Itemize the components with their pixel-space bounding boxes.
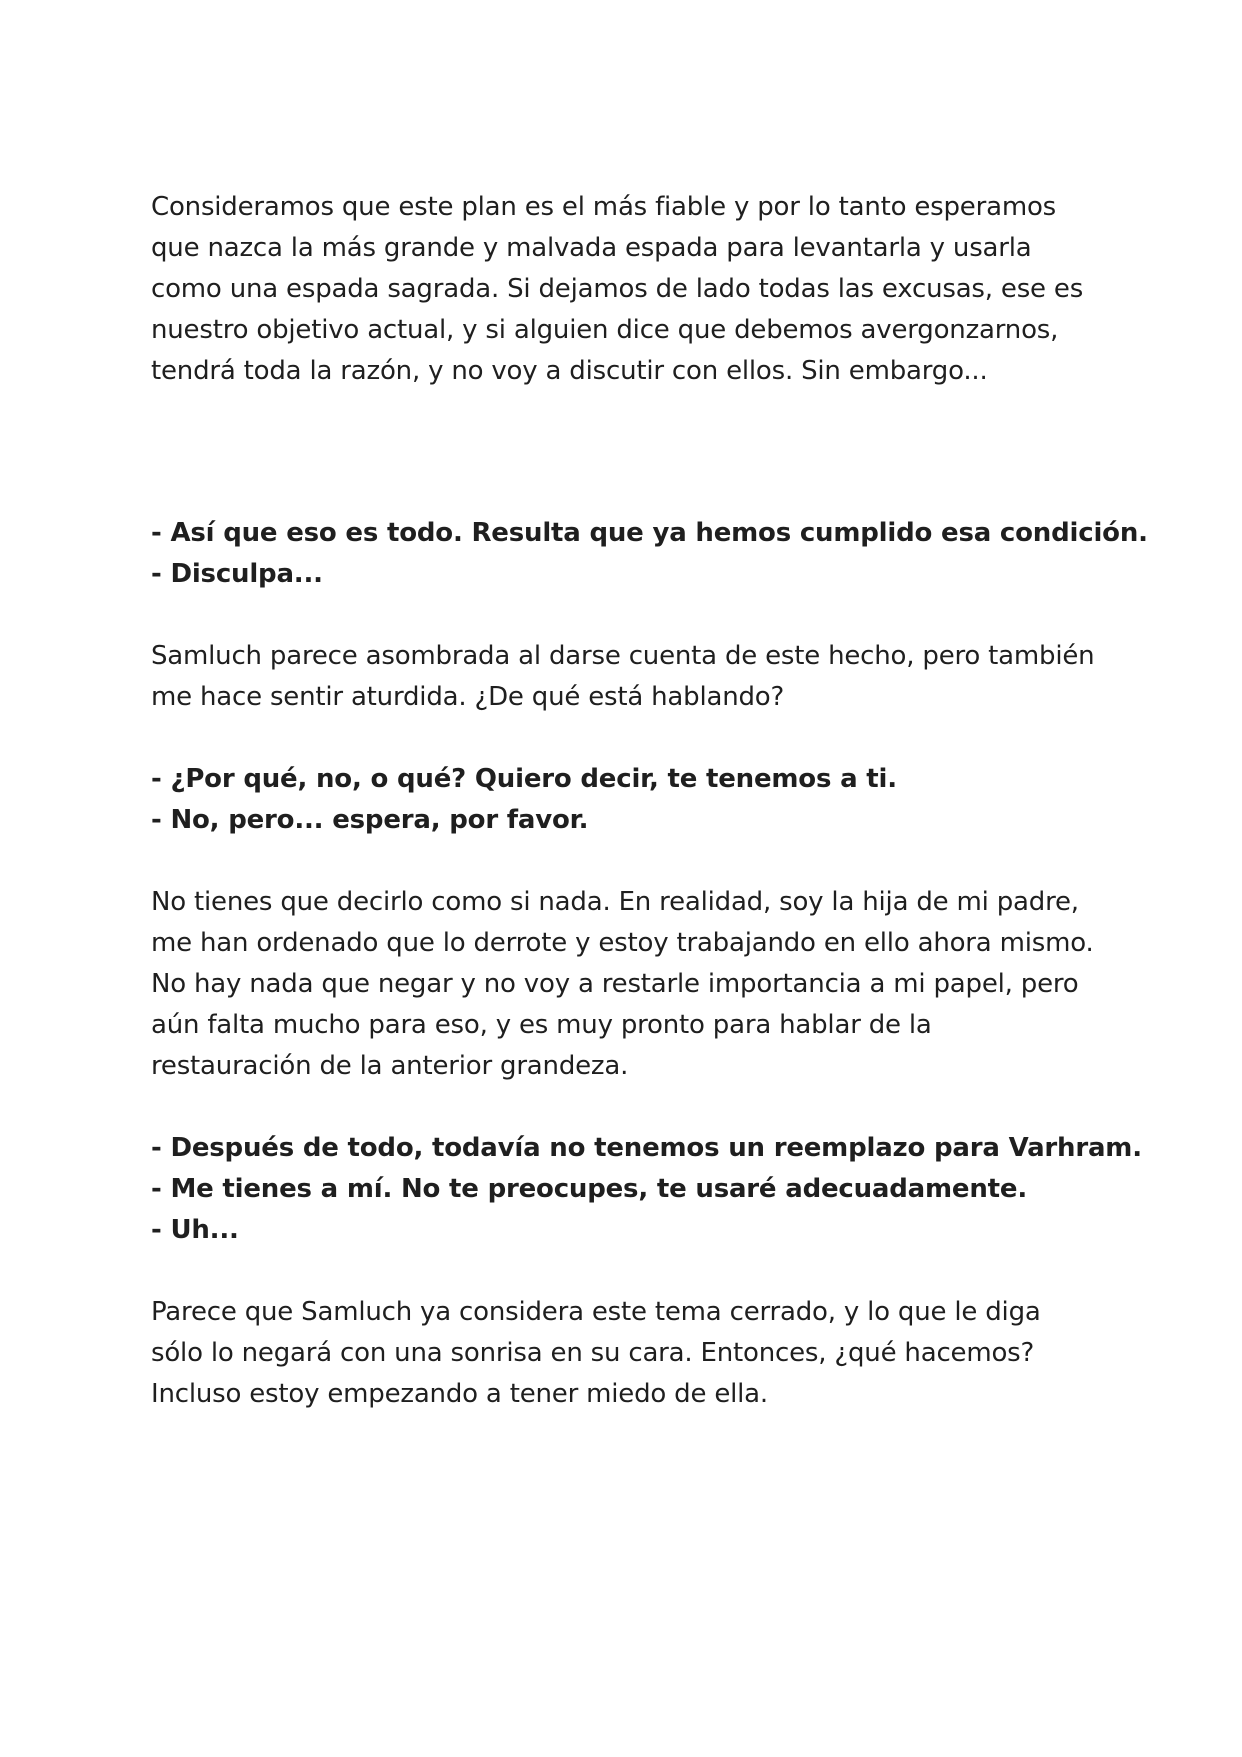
dialog-line: - ¿Por qué, no, o qué? Quiero decir, te tenemos a ti.	[151, 764, 897, 794]
paragraph-spacer	[151, 841, 1111, 882]
text-line: me hace sentir aturdida. ¿De qué está hablando?	[151, 682, 785, 712]
dialog-line: - Disculpa...	[151, 559, 323, 589]
dialog-block-1	[151, 513, 1148, 595]
paragraph-spacer	[151, 1251, 1111, 1292]
text-line: me han ordenado que lo derrote y estoy trabajando en ello ahora mismo.	[151, 928, 1094, 958]
document-page	[151, 187, 1148, 1415]
text-line: Parece que Samluch ya considera este tema cerrado, y lo que le diga	[151, 1297, 1041, 1327]
text-line: Consideramos que este plan es el más fiable y por lo tanto esperamos	[151, 192, 1057, 222]
text-line: nuestro objetivo actual, y si alguien dice que debemos avergonzarnos,	[151, 315, 1059, 345]
text-line: sólo lo negará con una sonrisa en su cara. Entonces, ¿qué hacemos?	[151, 1338, 1035, 1368]
text-line: aún falta mucho para eso, y es muy pronto para hablar de la	[151, 1010, 932, 1040]
text-line: No tienes que decirlo como si nada. En realidad, soy la hija de mi padre,	[151, 887, 1079, 917]
text-line: que nazca la más grande y malvada espada para levantarla y usarla	[151, 233, 1032, 263]
text-line: tendrá toda la razón, y no voy a discutir con ellos. Sin embargo...	[151, 356, 988, 386]
dialog-line: - Así que eso es todo. Resulta que ya hemos cumplido esa condición.	[151, 518, 1148, 548]
narration-paragraph-4	[151, 1292, 1111, 1415]
dialog-line: - Me tienes a mí. No te preocupes, te usaré adecuadamente.	[151, 1174, 1028, 1204]
section-spacer	[151, 392, 1111, 513]
narration-paragraph-2	[151, 636, 1111, 718]
text-line: No hay nada que negar y no voy a restarle importancia a mi papel, pero	[151, 969, 1079, 999]
text-line: como una espada sagrada. Si dejamos de lado todas las excusas, ese es	[151, 274, 1084, 304]
narration-paragraph-3	[151, 882, 1111, 1087]
narration-paragraph-1	[151, 187, 1111, 392]
paragraph-spacer	[151, 1087, 1111, 1128]
dialog-line: - No, pero... espera, por favor.	[151, 805, 589, 835]
dialog-block-2	[151, 759, 1111, 841]
text-line: Samluch parece asombrada al darse cuenta de este hecho, pero también	[151, 641, 1095, 671]
dialog-line: - Uh...	[151, 1215, 239, 1245]
text-line: restauración de la anterior grandeza.	[151, 1051, 629, 1081]
paragraph-spacer	[151, 595, 1111, 636]
dialog-line: - Después de todo, todavía no tenemos un reemplazo para Varhram.	[151, 1133, 1142, 1163]
dialog-block-3	[151, 1128, 1142, 1251]
paragraph-spacer	[151, 718, 1111, 759]
text-line: Incluso estoy empezando a tener miedo de ella.	[151, 1379, 768, 1409]
